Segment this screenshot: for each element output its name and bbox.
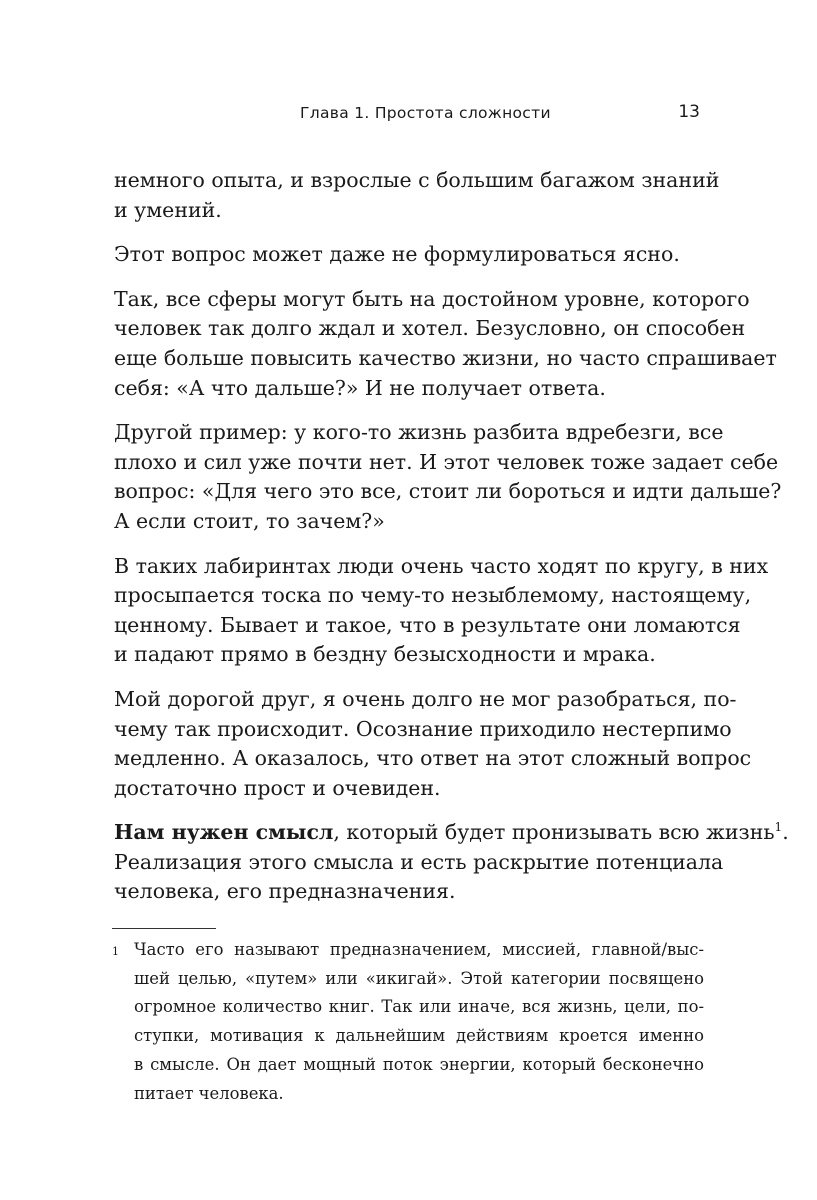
text-line: немного опыта, и взрослые с большим багажом знаний xyxy=(114,168,720,192)
chapter-title: Глава 1. Простота сложности xyxy=(300,104,551,122)
paragraph-4 xyxy=(114,418,782,536)
text-line: Этот вопрос может даже не формулироваться ясно. xyxy=(114,242,680,267)
paragraph-2 xyxy=(114,240,704,270)
footnote-marker: 1 xyxy=(112,945,119,958)
footnote-separator xyxy=(112,928,216,929)
running-header xyxy=(114,104,704,132)
text-line: и падают прямо в бездну безысходности и мрака. xyxy=(114,642,656,667)
footnote-line: питает человека. xyxy=(134,1083,284,1103)
text-line: ценному. Бывает и такое, что в результате они ломаются xyxy=(114,612,741,637)
text-line: достаточно прост и очевиден. xyxy=(114,775,441,800)
footnote-line: Часто его называют предназначением, миссией, главной/выс- xyxy=(134,940,704,959)
text-line: А если стоит, то зачем?» xyxy=(114,508,385,533)
text-line xyxy=(114,818,789,848)
page-number: 13 xyxy=(678,102,700,122)
text-line: чему так происходит. Осознание приходило нестерпимо xyxy=(114,716,732,741)
paragraph-7 xyxy=(114,818,789,907)
text-line: Реализация этого смысла и есть раскрытие потенциала xyxy=(114,849,724,874)
footnote-line: шей целью, «путем» или «икигай». Этой категории посвящено xyxy=(134,968,704,988)
text-line: вопрос: «Для чего это все, стоит ли бороться и идти дальше? xyxy=(114,479,782,504)
emphasis-text: Нам нужен смысл xyxy=(114,820,334,845)
text-line: просыпается тоска по чему-то незыблемому, настоящему, xyxy=(114,583,752,608)
text-line: Мой дорогой друг, я очень долго не мог разобраться, по- xyxy=(114,686,737,711)
paragraph-5 xyxy=(114,552,769,670)
footnote-line: ступки, мотивация к дальнейшим действиям кроется именно xyxy=(134,1026,704,1046)
text-run: , который будет пронизывать всю жизнь xyxy=(333,820,775,845)
main-text xyxy=(114,166,789,922)
paragraph-1 xyxy=(114,166,720,225)
text-line: человек так долго ждал и хотел. Безусловно, он способен xyxy=(114,316,746,341)
text-line: Так, все сферы могут быть на достойном уровне, которого xyxy=(114,286,750,311)
paragraph-6 xyxy=(114,685,752,803)
text-line: человека, его предназначения. xyxy=(114,879,456,904)
text-line: Другой пример: у кого-то жизнь разбита вдребезги, все xyxy=(114,420,724,445)
footnote-line: в смысле. Он дает мощный поток энергии, который бесконечно xyxy=(134,1054,704,1074)
text-line: себя: «А что дальше?» И не получает ответа. xyxy=(114,375,606,400)
text-line: и умений. xyxy=(114,197,222,222)
text-line: еще больше повысить качество жизни, но часто спрашивает xyxy=(114,345,777,370)
paragraph-3 xyxy=(114,285,777,403)
text-line: медленно. А оказалось, что ответ на этот сложный вопрос xyxy=(114,746,752,771)
footnote xyxy=(112,936,704,1108)
text-line: плохо и сил уже почти нет. И этот человек тоже задает себе xyxy=(114,449,779,474)
footnote-line: огромное количество книг. Так или иначе, вся жизнь, цели, по- xyxy=(134,997,704,1017)
text-line: В таких лабиринтах люди очень часто ходят по кругу, в них xyxy=(114,553,769,578)
footnote-reference[interactable]: 1 xyxy=(774,820,783,835)
text-run: . xyxy=(782,820,789,845)
